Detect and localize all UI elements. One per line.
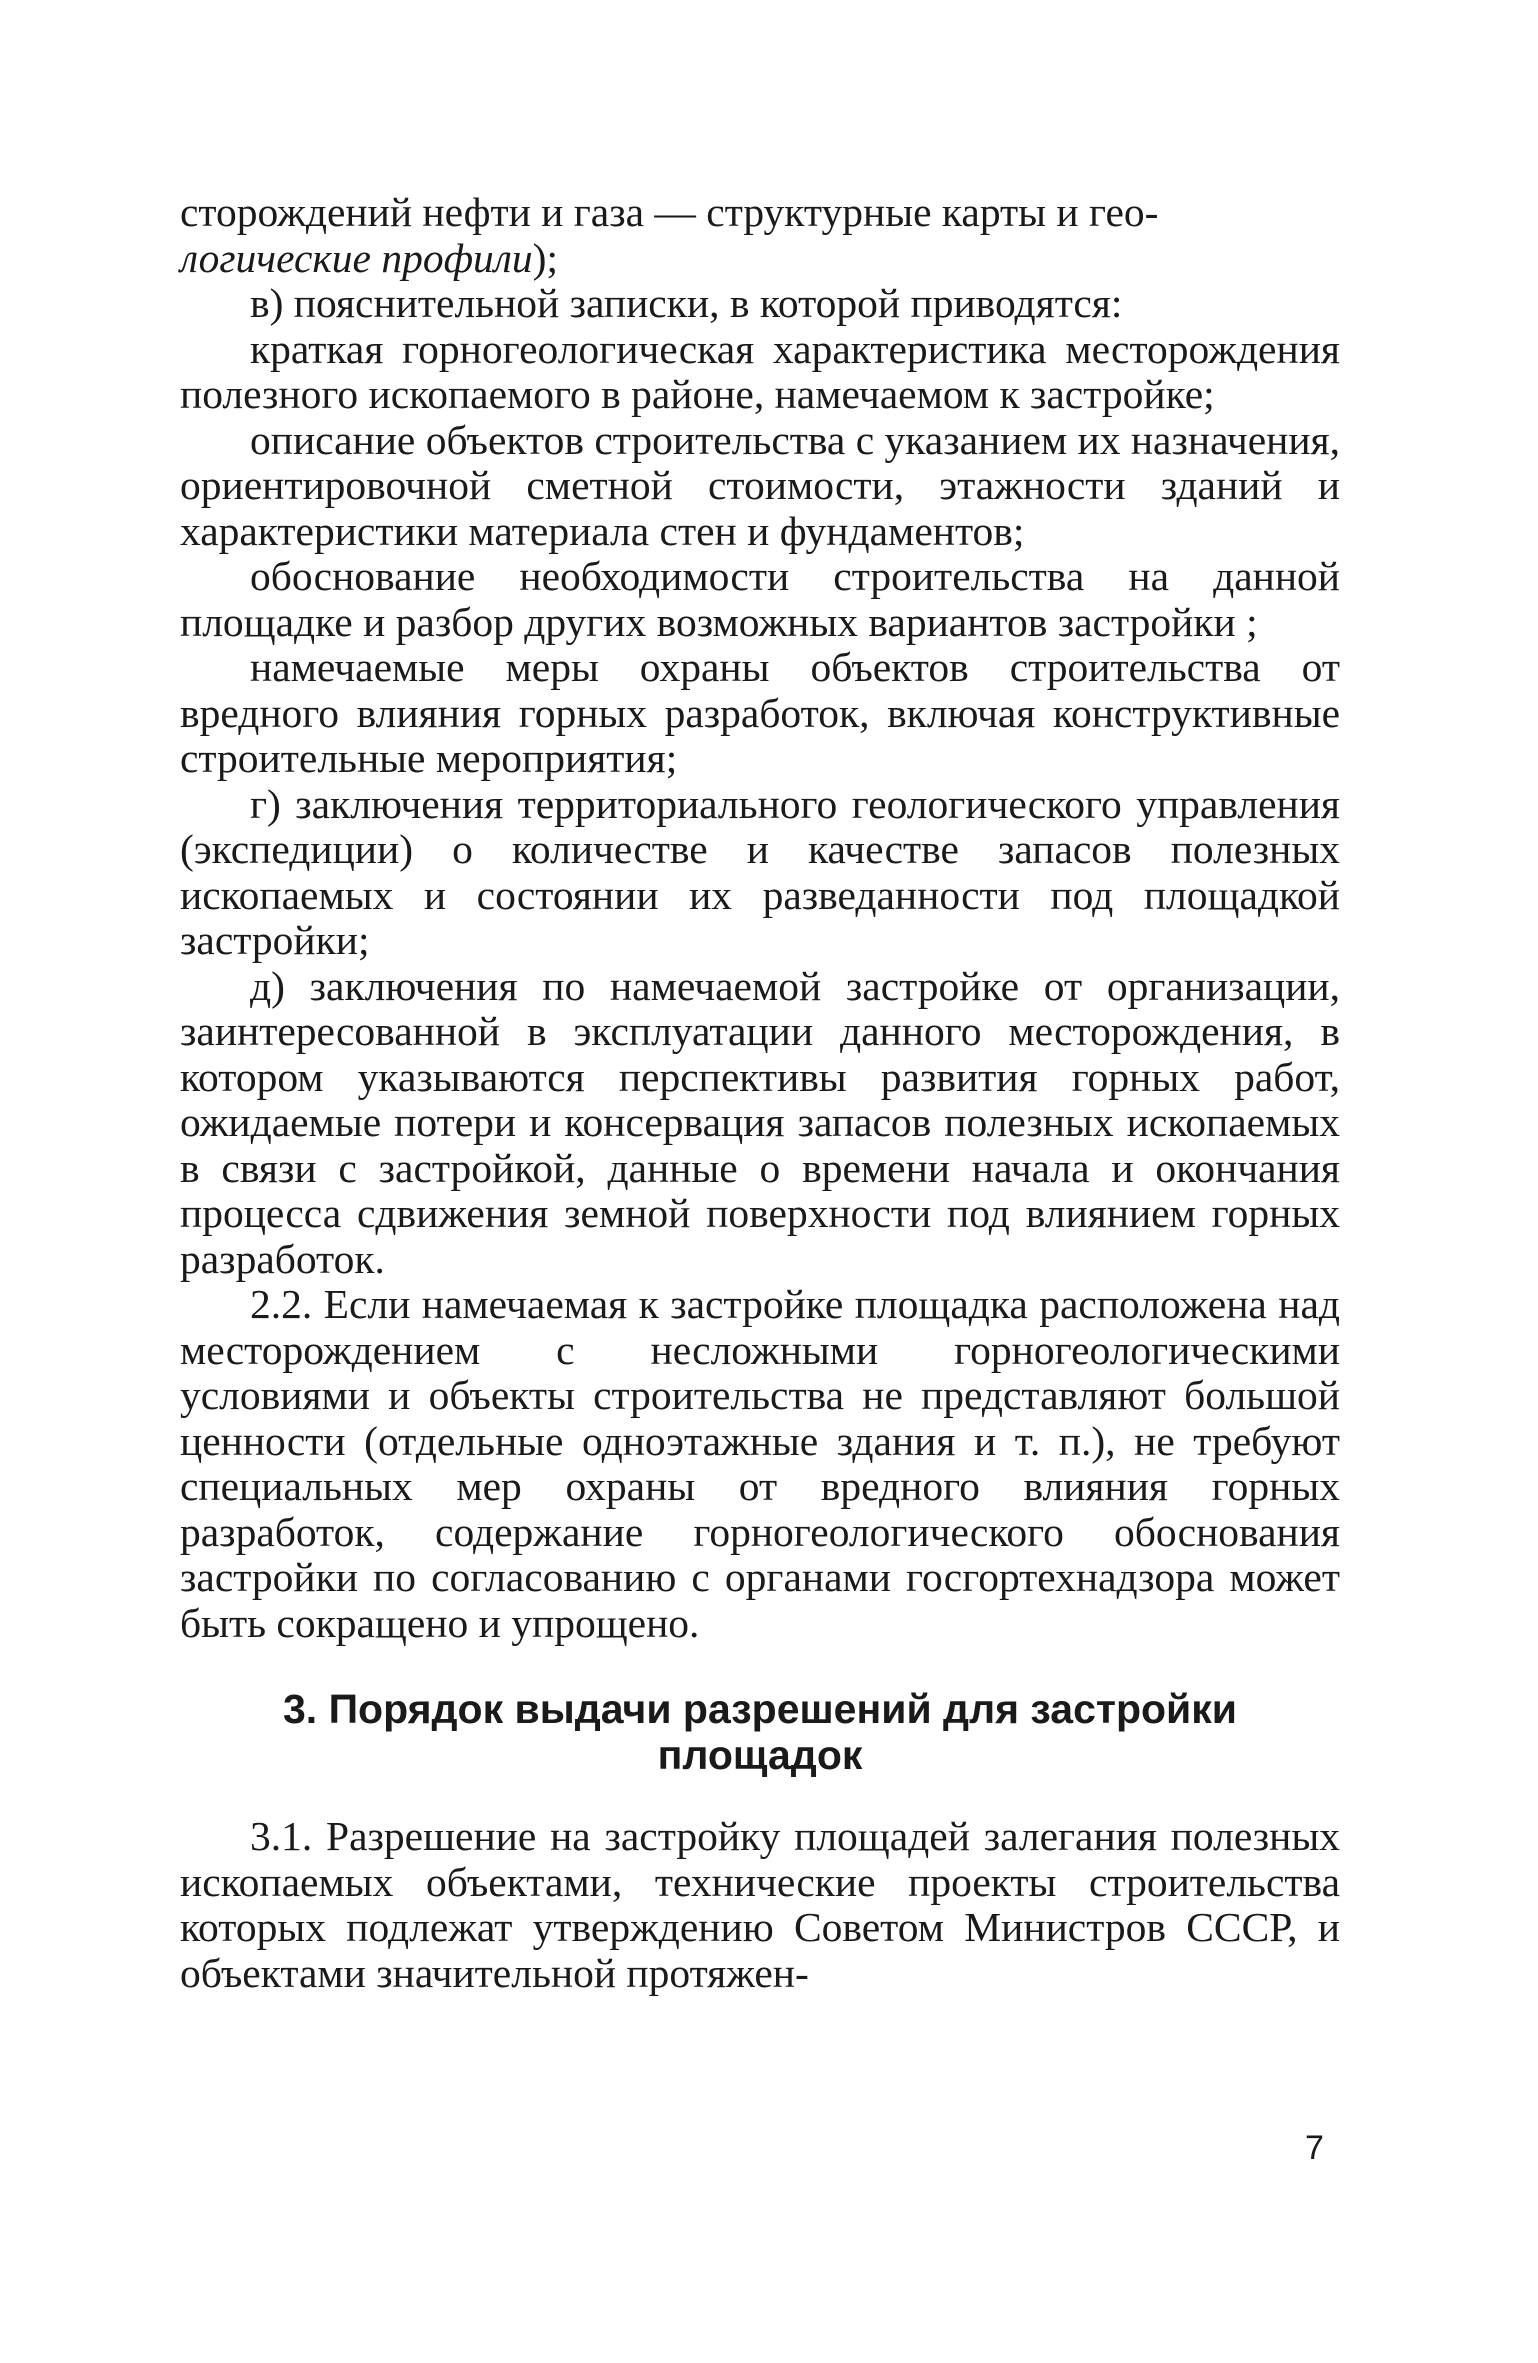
paragraph: обоснование необходимости строительства на данной площадке и разбор других возможных вариантов застройки ;	[180, 553, 1340, 645]
paragraph: краткая горногеологическая характеристика месторождения полезного ископаемого в районе, намечаемом к застройке;	[180, 325, 1340, 417]
paragraph: описание объектов строительства с указанием их назначения, ориентировочной сметной стоимости, этажности зданий и характеристики материала стен и фундаментов;	[180, 416, 1341, 554]
paragraph-text: сторождений нефти и газа — структурные карты и гео-	[180, 189, 1159, 235]
paragraph: намечаемые меры охраны объектов строительства от вредного влияния горных разработок, включая конструктивные строительные мероприятия;	[180, 644, 1340, 781]
section-heading	[180, 1686, 1340, 1778]
paragraph: в) пояснительной записки, в которой приводятся:	[250, 280, 1123, 326]
paragraph: г) заключения территориального геологического управления (экспедиции) о количестве и качестве запасов полезных ископаемых и состоянии их разведанности под площадкой застройки;	[180, 780, 1340, 963]
paragraph-italic-text: логические профили	[180, 234, 533, 281]
section-heading-line-1: 3. Порядок выдачи разрешений для застройки	[283, 1686, 1237, 1732]
paragraph: д) заключения по намечаемой застройке от организации, заинтересованной в эксплуатации данного месторождения, в котором указываются перспективы развития горных работ, ожидаемые потери и консервация запасов полезных ископаемых в связи с застройкой, данные о времени начала и окончания процесса сдвижения земной поверхности под влиянием горных разработок.	[180, 962, 1340, 1282]
section-heading-line-2: площадок	[657, 1732, 863, 1778]
page-number: 7	[1305, 2129, 1324, 2167]
paragraph: 2.2. Если намечаемая к застройке площадка расположена над месторождением с несложными горногеологическими условиями и объекты строительства не представляют большой ценности (отдельные одноэтажные здания и т. п.), не требуют специальных мер охраны от вредного влияния горных разработок, содержание горногеологического обоснования застройки по согласованию с органами госгортехнадзора может быть сокращено и упрощено.	[180, 1281, 1340, 1646]
paragraph-text: );	[532, 234, 559, 281]
paragraph: 3.1. Разрешение на застройку площадей залегания полезных ископаемых объектами, технические проекты строительства которых подлежат утверждению Советом Министров СССР, и объектами значительной протяжен-	[180, 1813, 1340, 1996]
paragraph-continuation	[180, 190, 1340, 281]
page-body	[180, 190, 1340, 1996]
